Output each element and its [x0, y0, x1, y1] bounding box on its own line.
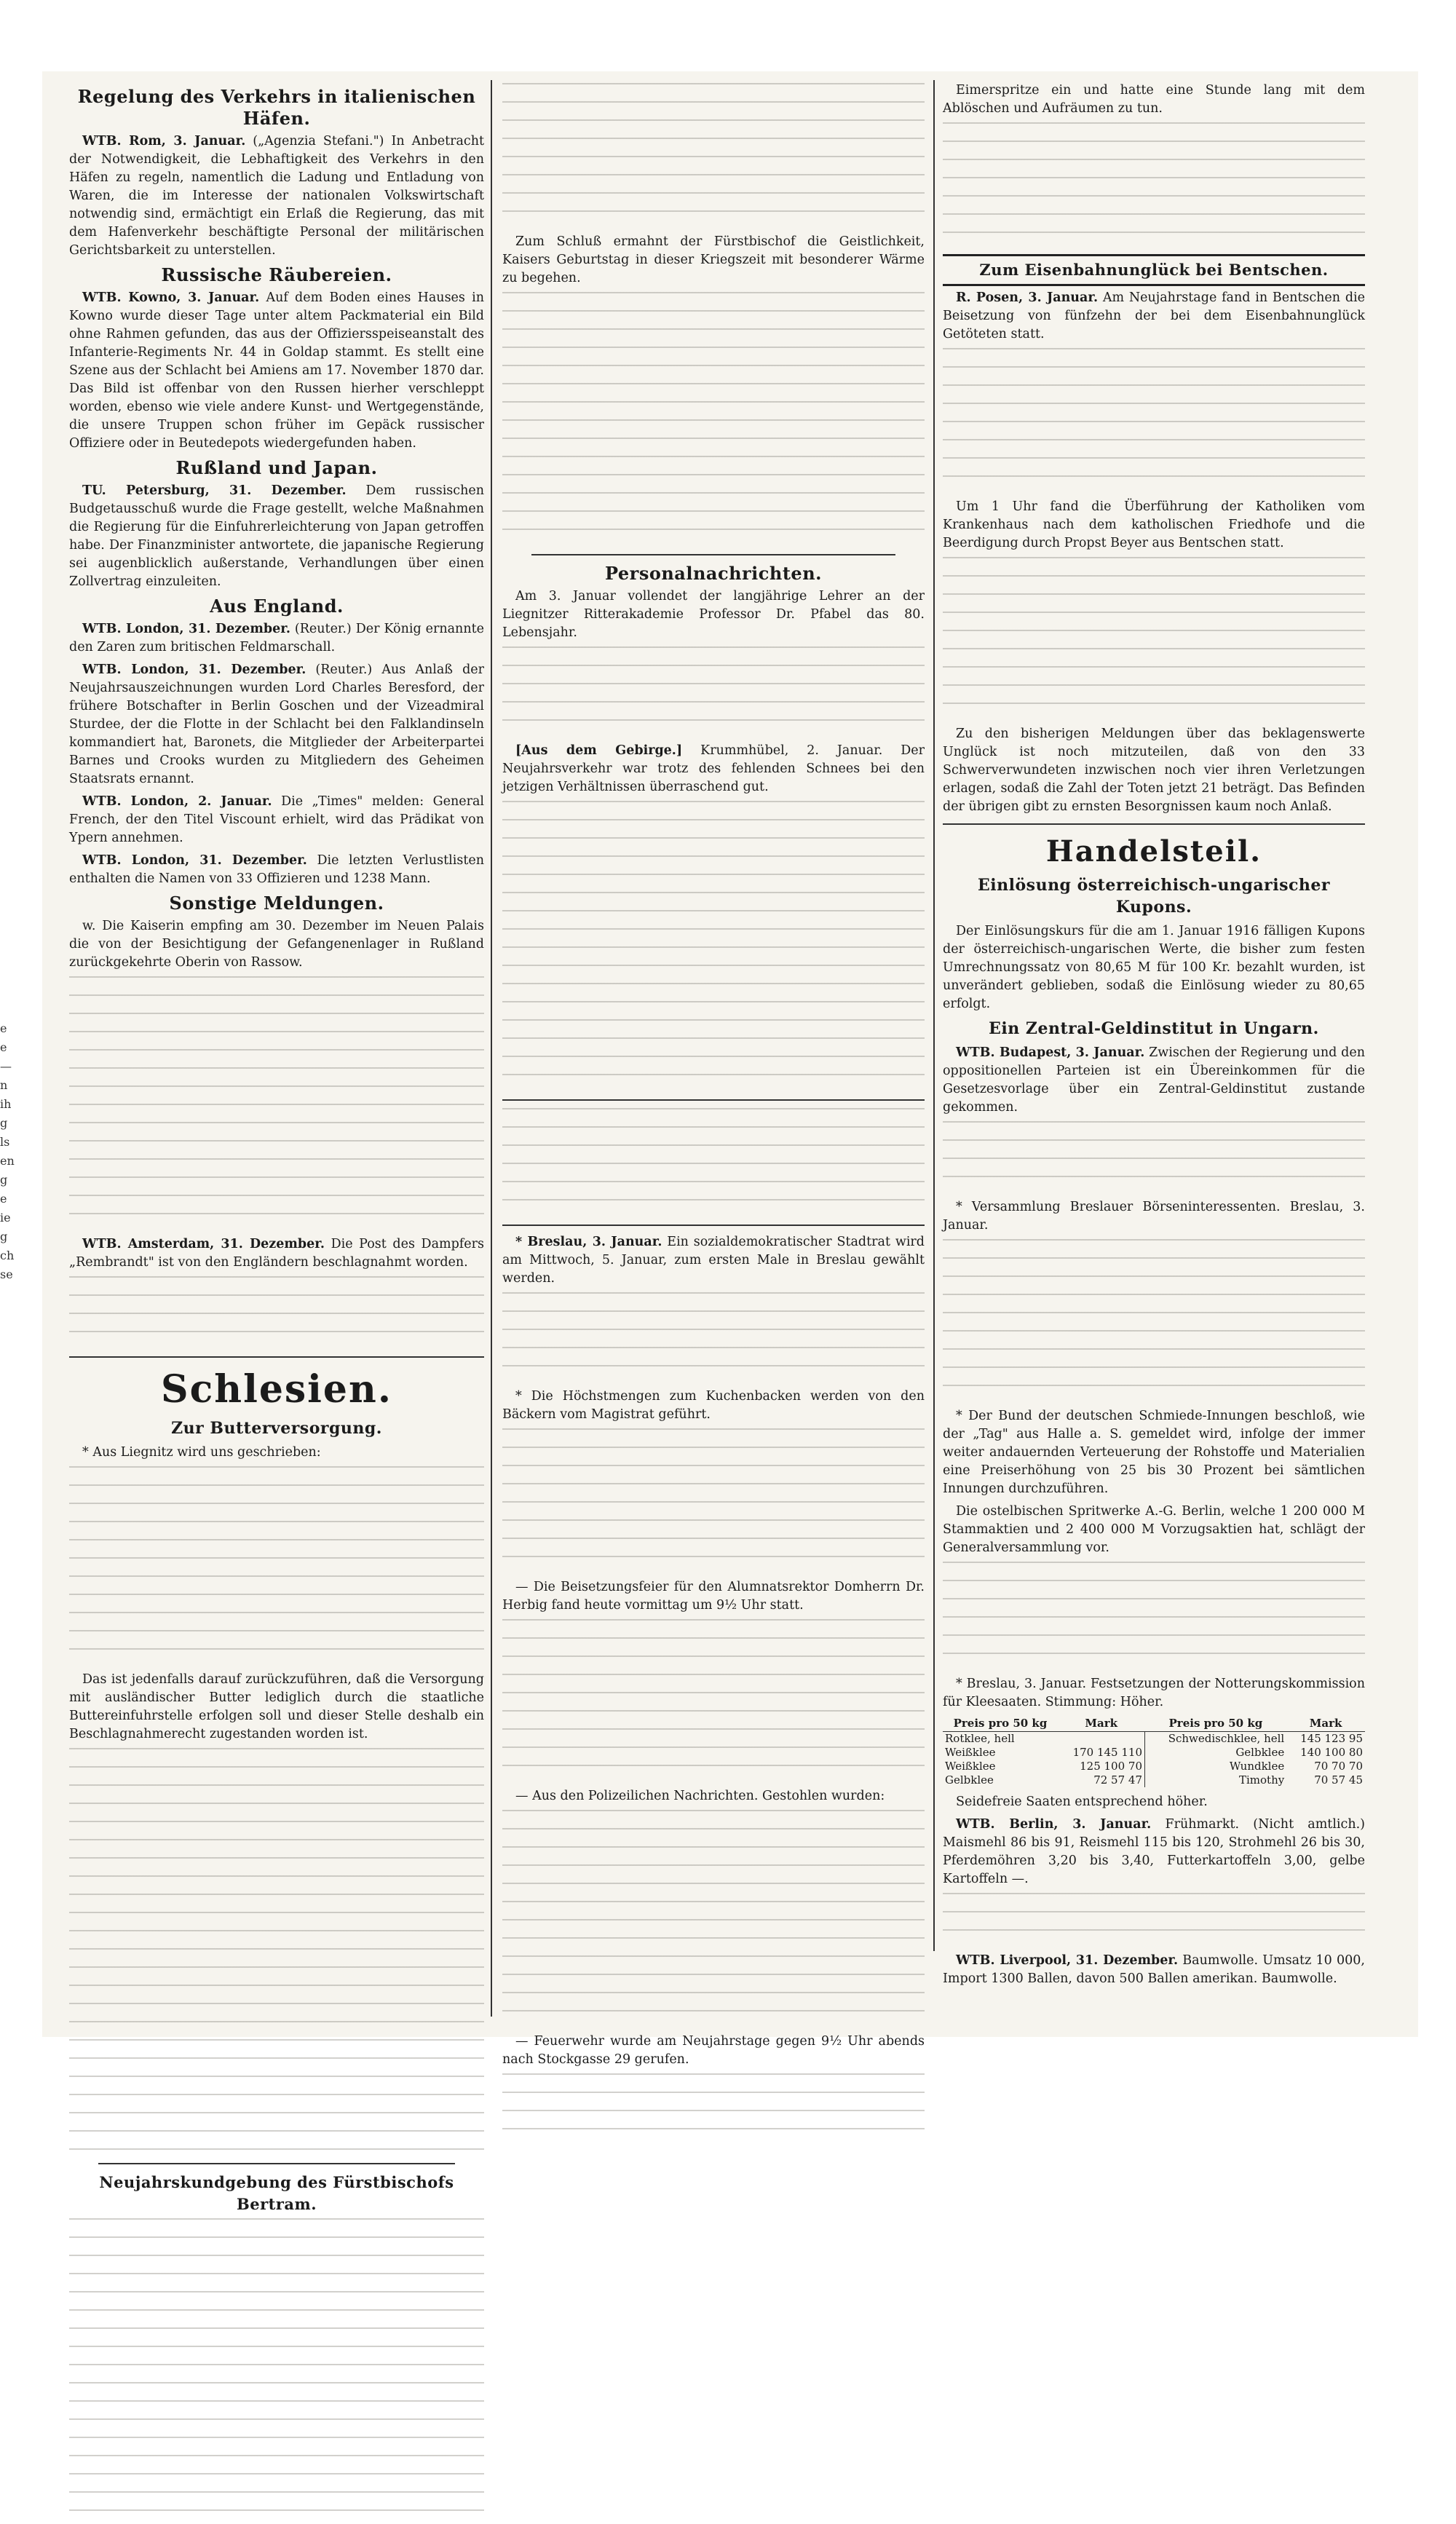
- article-text: WTB. London, 2. Januar. Die „Times" melden: General French, der den Titel Viscount erhielt, wird das Prädikat von Ypern annehmen.: [69, 794, 484, 845]
- edge-fragment: —: [0, 1059, 12, 1073]
- section-rule: [502, 1225, 925, 1226]
- table-header-cell: Preis pro 50 kg: [943, 1716, 1058, 1732]
- illegible-text-block: [943, 1893, 1365, 1947]
- section-rule: [502, 1099, 925, 1101]
- article-text: * Breslau, 3. Januar. Festsetzungen der Notterungskommission für Kleesaaten. Stimmung: Höher.: [943, 1677, 1365, 1709]
- article-text: WTB. Liverpool, 31. Dezember. Baumwolle. Umsatz 10 000, Import 1300 Ballen, davon 500 Ballen amerikan. Baumwolle.: [943, 1953, 1365, 1986]
- article-text: * Der Bund der deutschen Schmiede-Innungen beschloß, wie der „Tag" aus Halle a. S. gemeldet wird, infolge der immer weiter andauernden Verteuerung der Rohstoffe und Materialien eine Preiserhöhung von 25 bis 30 Prozent bei sämtlichen Innungen durchzuführen.: [943, 1409, 1365, 1496]
- illegible-text-block: [502, 646, 925, 737]
- table-cell: Gelbklee: [1145, 1746, 1287, 1760]
- illegible-text-block: [502, 1619, 925, 1783]
- illegible-text-block: [69, 1276, 484, 1349]
- article-text: Das ist jedenfalls darauf zurückzuführen, daß die Versorgung mit ausländischer Butter lediglich durch die staatliche Buttereinfuhrstelle erfolgen soll und dieser Stelle deshalb ein Beschlagnahmerecht zugestanden worden ist.: [69, 1672, 484, 1741]
- article-text: w. Die Kaiserin empfing am 30. Dezember im Neuen Palais die von der Besichtigung der Gefangenenlager in Rußland zurückgekehrte Oberin von Rassow.: [69, 919, 484, 970]
- table-cell: 70 57 45: [1314, 1773, 1363, 1787]
- table-header-row: [943, 1716, 1365, 1732]
- article-text: * Breslau, 3. Januar. Ein sozialdemokratischer Stadtrat wird am Mittwoch, 5. Januar, zum ersten Male in Breslau gewählt werden.: [502, 1235, 925, 1286]
- column-1: [69, 82, 485, 2213]
- clover-seed-price-table: [943, 1716, 1365, 1787]
- headline-central-bank: Ein Zentral-Geldinstitut in Ungarn.: [989, 1019, 1319, 1038]
- illegible-text-block: [502, 2073, 925, 2146]
- edge-fragment: en: [0, 1154, 15, 1168]
- table-cell: Rotklee, hell: [945, 1732, 1015, 1745]
- illegible-text-block: [69, 1466, 484, 1666]
- article-text: — Aus den Polizeilichen Nachrichten. Gestohlen wurden:: [515, 1789, 885, 1803]
- table-row: [943, 1760, 1365, 1773]
- article-text: Am 3. Januar vollendet der langjährige Lehrer an der Liegnitzer Ritterakademie Professor Dr. Pfabel das 80. Lebensjahr.: [502, 589, 925, 640]
- section-rule: [98, 2163, 455, 2164]
- illegible-text-block: [69, 976, 484, 1231]
- edge-fragment: ie: [0, 1211, 11, 1225]
- edge-fragments: [0, 1019, 16, 1284]
- edge-fragment: e: [0, 1040, 7, 1054]
- column-rule: [491, 80, 492, 2017]
- edge-fragment: se: [0, 1267, 13, 1281]
- article-text: Um 1 Uhr fand die Überführung der Katholiken vom Krankenhaus nach dem katholischen Friedhofe und die Beerdigung durch Propst Beyer aus Bentschen statt.: [943, 499, 1365, 550]
- section-rule: [69, 1356, 484, 1358]
- headline-italian-ports: Regelung des Verkehrs in italienischen Häfen.: [77, 86, 476, 129]
- article-text: Eimerspritze ein und hatte eine Stunde lang mit dem Ablöschen und Aufräumen zu tun.: [943, 83, 1365, 116]
- table-cell: 170 145 110: [1072, 1746, 1142, 1759]
- table-cell: 72 57 47: [1093, 1773, 1142, 1787]
- headline-other-reports: Sonstige Meldungen.: [169, 893, 384, 914]
- article-text: [Aus dem Gebirge.] Krummhübel, 2. Januar. Der Neujahrsverkehr war trotz des fehlenden Schnees bei den jetzigen Verhältnissen überraschend gut.: [502, 743, 925, 794]
- headline-commerce: Handelsteil.: [1045, 834, 1262, 869]
- headline-new-year-bishop: Neujahrskundgebung des Fürstbischofs Bertram.: [99, 2173, 454, 2213]
- edge-fragment: n: [0, 1078, 8, 1092]
- table-cell: 70 70 70: [1314, 1760, 1363, 1773]
- article-text: Zu den bisherigen Meldungen über das beklagenswerte Unglück ist noch mitzuteilen, daß von den 33 Schwerverwundeten inzwischen noch vier ihren Verletzungen erlagen, sodaß die Zahl der Toten jetzt 21 beträgt. Das Befinden der übrigen gibt zu ernsten Besorgnissen kaum noch Anlaß.: [943, 727, 1365, 814]
- illegible-text-block: [69, 2218, 484, 2524]
- column-3: [943, 82, 1365, 1986]
- table-cell: Gelbklee: [945, 1773, 994, 1787]
- headline-russia-japan: Rußland und Japan.: [175, 457, 378, 478]
- table-cell: Timothy: [1145, 1773, 1287, 1787]
- table-cell: 140 100 80: [1300, 1746, 1363, 1759]
- illegible-text-block: [943, 1121, 1365, 1194]
- article-text: WTB. Amsterdam, 31. Dezember. Die Post des Dampfers „Rembrandt" ist von den Engländern beschlagnahmt worden.: [69, 1237, 484, 1270]
- edge-fragment: g: [0, 1116, 8, 1130]
- column-2: [502, 82, 925, 2067]
- edge-fragment: ch: [0, 1249, 15, 1262]
- headline-coupons: Einlösung österreichisch-ungarischer Kupons.: [978, 876, 1330, 917]
- section-rule: [531, 554, 895, 555]
- article-text: Seidefreie Saaten entsprechend höher.: [956, 1795, 1208, 1809]
- article-text: Die ostelbischen Spritwerke A.-G. Berlin, welche 1 200 000 M Stammaktien und 2 400 000 M Vorzugsaktien hat, schlägt der Generalversammlung vor.: [943, 1504, 1365, 1555]
- illegible-text-block: [69, 1748, 484, 2156]
- table-cell: 145 123 95: [1300, 1732, 1363, 1745]
- article-text: * Die Höchstmengen zum Kuchenbacken werden von den Bäckern vom Magistrat geführt.: [502, 1389, 925, 1422]
- illegible-text-block: [502, 1108, 925, 1217]
- edge-fragment: ls: [0, 1135, 10, 1149]
- illegible-text-block: [502, 292, 925, 547]
- table-cell: Weißklee: [945, 1760, 996, 1773]
- illegible-text-block: [502, 801, 925, 1092]
- article-text: * Aus Liegnitz wird uns geschrieben:: [82, 1445, 321, 1460]
- table-cell: [1058, 1732, 1145, 1746]
- table-header-cell: Preis pro 50 kg: [1145, 1716, 1287, 1732]
- illegible-text-block: [502, 1428, 925, 1574]
- table-cell: Weißklee: [945, 1746, 996, 1759]
- illegible-text-block: [502, 1810, 925, 2028]
- article-text: * Versammlung Breslauer Börseninteressenten. Breslau, 3. Januar.: [943, 1200, 1365, 1233]
- edge-fragment: g: [0, 1230, 8, 1243]
- table-row: [943, 1746, 1365, 1760]
- headline-butter-supply: Zur Butterversorgung.: [171, 1419, 382, 1438]
- table-cell: Schwedischklee, hell: [1145, 1732, 1287, 1746]
- illegible-text-block: [943, 122, 1365, 250]
- headline-personal-news: Personalnachrichten.: [605, 563, 822, 584]
- illegible-text-block: [943, 348, 1365, 494]
- article-text: WTB. Berlin, 3. Januar. Frühmarkt. (Nicht amtlich.) Maismehl 86 bis 91, Reismehl 115 bis 120, Strohmehl 26 bis 30, Pferdemöhren 3,20 bis 3,40, Futterkartoffeln 3,00, gelbe Kartoffeln —.: [943, 1817, 1365, 1886]
- table-cell: 125 100 70: [1080, 1760, 1142, 1773]
- illegible-text-block: [943, 1239, 1365, 1403]
- section-rule: [943, 823, 1365, 825]
- illegible-text-block: [502, 1292, 925, 1383]
- article-text: — Feuerwehr wurde am Neujahrstage gegen 9½ Uhr abends nach Stockgasse 29 gerufen.: [502, 2034, 925, 2067]
- table-row: [943, 1732, 1365, 1746]
- article-text: Zum Schluß ermahnt der Fürstbischof die Geistlichkeit, Kaisers Geburtstag in dieser Kriegszeit mit besonderer Wärme zu begehen.: [502, 234, 925, 285]
- table-header-cell: Mark: [1286, 1716, 1365, 1732]
- article-text: WTB. Rom, 3. Januar. („Agenzia Stefani.") In Anbetracht der Notwendigkeit, die Lebhaftigkeit des Verkehrs in den Häfen zu regeln, namentlich die Ladung und Entladung von Waren, die im Interesse der nationalen Volkswirtschaft notwendig sind, ermächtigt ein Erlaß die Regierung, das mit dem Hafenverkehr beschäftigte Personal der militärischen Gerichtsbarkeit zu unterstellen.: [69, 134, 485, 258]
- article-text: R. Posen, 3. Januar. Am Neujahrstage fand in Bentschen die Beisetzung von fünfzehn der bei dem Eisenbahnunglück Getöteten statt.: [943, 290, 1365, 341]
- headline-england: Aus England.: [210, 596, 344, 617]
- table-cell: Wundklee: [1145, 1760, 1287, 1773]
- table-header-cell: Mark: [1058, 1716, 1145, 1732]
- article-text: WTB. London, 31. Dezember. Die letzten Verlustlisten enthalten die Namen von 33 Offizieren und 1238 Mann.: [69, 853, 484, 886]
- article-text: — Die Beisetzungsfeier für den Alumnatsrektor Domherrn Dr. Herbig fand heute vormittag um 9½ Uhr statt.: [502, 1580, 925, 1613]
- table-row: [943, 1773, 1365, 1787]
- edge-fragment: e: [0, 1021, 7, 1035]
- edge-fragment: g: [0, 1173, 8, 1187]
- headline-silesia: Schlesien.: [161, 1367, 392, 1412]
- article-text: WTB. Budapest, 3. Januar. Zwischen der Regierung und den oppositionellen Parteien ist ein Übereinkommen für die Gesetzesvorlage über ein Zentral-Geldinstitut zustande gekommen.: [943, 1045, 1365, 1115]
- column-rule: [933, 80, 935, 1951]
- illegible-text-block: [502, 83, 925, 229]
- headline-russian-robberies: Russische Räubereien.: [161, 264, 392, 285]
- illegible-text-block: [943, 1562, 1365, 1671]
- article-text: WTB. London, 31. Dezember. (Reuter.) Der König ernannte den Zaren zum britischen Feldmarschall.: [69, 622, 484, 654]
- article-text: TU. Petersburg, 31. Dezember. Dem russischen Budgetausschuß wurde die Frage gestellt, welche Maßnahmen die Regierung für die Einfuhrerleichterung von Japan getroffen habe. Der Finanzminister antwortete, die japanische Regierung sei augenblicklich außerstande, Verhandlungen über einen Zollvertrag einzuleiten.: [69, 483, 484, 589]
- article-text: WTB. London, 31. Dezember. (Reuter.) Aus Anlaß der Neujahrsauszeichnungen wurden Lord Charles Beresford, der frühere Botschafter in Berlin Goschen und der Vizeadmiral Sturdee, der die Flotte in der Schlacht bei den Falklandinseln kommandiert hat, Baronets, die Mitglieder der Arbeiterpartei Barnes und Crooks wurden zu Mitgliedern des Geheimen Staatsrats ernannt.: [69, 662, 484, 786]
- headline-train-accident: Zum Eisenbahnunglück bei Bentschen.: [943, 254, 1365, 286]
- article-text: Der Einlösungskurs für die am 1. Januar 1916 fälligen Kupons der österreichisch-ungarischen Werte, die bisher zum festen Umrechnungssatz von 80,65 M für 100 Kr. bezahlt wurden, ist unverändert geblieben, sodaß die Einlösung wieder zu 80,65 erfolgt.: [943, 924, 1365, 1011]
- illegible-text-block: [943, 557, 1365, 721]
- edge-fragment: e: [0, 1192, 7, 1206]
- article-text: WTB. Kowno, 3. Januar. Auf dem Boden eines Hauses in Kowno wurde dieser Tage unter altem Packmaterial ein Bild ohne Rahmen gefunden, das aus der Offiziersspeiseanstalt des Infanterie-Regiments Nr. 44 in Goldap stammt. Es stellt eine Szene aus der Schlacht bei Amiens am 17. November 1870 dar. Das Bild ist offenbar von den Russen hierher verschleppt worden, ebenso wie viele andere Kunst- und Wertgegenstände, die unsere Truppen schon früher im Gepäck russischer Offiziere oder in Beutedepots wiedergefunden haben.: [69, 290, 484, 451]
- edge-fragment: ih: [0, 1097, 12, 1111]
